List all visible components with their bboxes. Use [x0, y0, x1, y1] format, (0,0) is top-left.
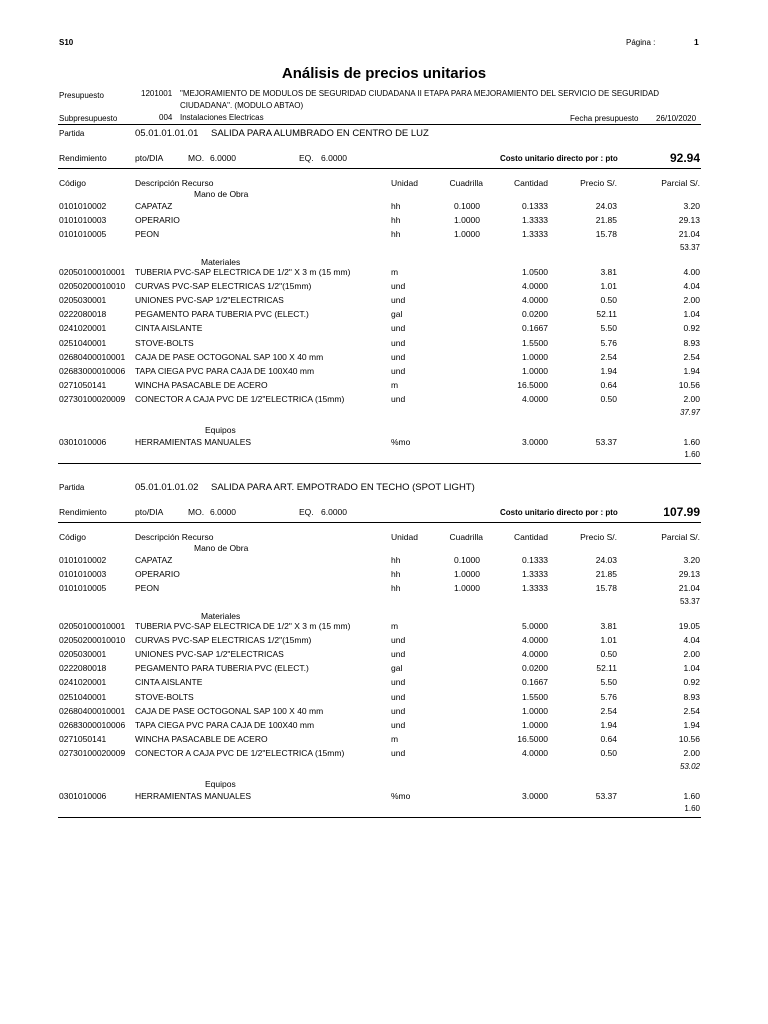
rendimiento-unit: pto/DIA — [135, 153, 164, 163]
material-row-code: 02680400010001 — [59, 351, 126, 362]
material-row-precio: 1.94 — [600, 366, 617, 376]
rendimiento-label: Rendimiento — [59, 153, 107, 163]
labor-row-unit: hh — [391, 215, 401, 226]
material-row-code: 0205030001 — [59, 649, 107, 659]
material-row-desc: WINCHA PASACABLE DE ACERO — [135, 380, 268, 391]
labor-row-code: 0101010003 — [59, 215, 107, 226]
material-row-code: 0205030001 — [59, 295, 107, 305]
material-row-code: 0222080018 — [59, 309, 107, 320]
material-row-parcial: 19.05 — [678, 620, 700, 631]
material-row-unit: und — [391, 691, 406, 702]
material-row-cantidad: 1.0500 — [522, 266, 548, 277]
material-row-precio: 5.76 — [600, 337, 617, 348]
material-row-cantidad: 16.5000 — [517, 734, 548, 745]
mo-value: 6.0000 — [210, 507, 236, 517]
material-row-code: 0241020001 — [59, 677, 107, 688]
material-row-code: 0251040001 — [59, 337, 107, 348]
material-row-desc: CURVAS PVC-SAP ELECTRICAS 1/2"(15mm) — [135, 634, 312, 645]
material-row-cantidad: 1.0000 — [522, 705, 548, 716]
material-row-precio: 52.11 — [596, 663, 617, 674]
equipment-row-precio: 53.37 — [595, 436, 617, 447]
material-row-precio: 5.76 — [600, 691, 617, 702]
material-row-precio: 1.01 — [600, 280, 617, 291]
labor-row-cantidad: 1.3333 — [522, 215, 548, 226]
material-row-parcial: 0.92 — [683, 323, 700, 334]
material-row-precio: 52.11 — [596, 309, 617, 320]
group-mano-de-obra: Mano de Obra — [194, 543, 249, 553]
partida-code: 05.01.01.01.02 — [135, 482, 199, 493]
labor-row-precio: 24.03 — [595, 201, 617, 211]
material-row-cantidad: 4.0000 — [522, 748, 548, 759]
labor-row-desc: CAPATAZ — [135, 555, 173, 565]
group-equipos: Equipos — [205, 778, 236, 789]
material-row-parcial: 1.04 — [683, 309, 700, 320]
material-row-cantidad: 0.0200 — [522, 309, 548, 320]
material-row-code: 02050200010010 — [59, 634, 126, 645]
material-row-parcial: 10.56 — [678, 734, 700, 745]
col-parcial: Parcial S/. — [661, 532, 700, 542]
material-row-cantidad: 4.0000 — [522, 634, 548, 645]
labor-row-parcial: 3.20 — [683, 555, 700, 565]
material-row-precio: 3.81 — [600, 620, 617, 631]
subtotal-equipos: 1.60 — [684, 803, 700, 813]
labor-row-cantidad: 1.3333 — [522, 229, 548, 240]
material-row-precio: 0.64 — [600, 734, 617, 745]
col-cantidad: Cantidad — [513, 532, 548, 542]
col-precio: Precio S/. — [580, 532, 617, 542]
col-descripcion: Descripción Recurso — [135, 178, 214, 188]
mo-label: MO. — [188, 507, 205, 517]
mo-value: 6.0000 — [210, 153, 236, 163]
material-row-precio: 2.54 — [600, 351, 617, 362]
page-label: Página : — [626, 38, 656, 47]
col-unidad: Unidad — [391, 532, 418, 542]
fecha-value: 26/10/2020 — [656, 114, 697, 123]
material-row-parcial: 10.56 — [678, 380, 700, 391]
material-row-desc: CINTA AISLANTE — [135, 677, 203, 688]
labor-row-code: 0101010002 — [59, 555, 107, 565]
material-row-cantidad: 4.0000 — [522, 394, 548, 405]
material-row-cantidad: 1.0000 — [522, 720, 548, 730]
labor-row-unit: hh — [391, 569, 401, 580]
material-row-code: 02683000010006 — [59, 720, 126, 730]
subtotal-materiales: 37.97 — [679, 407, 700, 417]
labor-row-precio: 15.78 — [595, 583, 617, 594]
material-row-precio: 1.94 — [600, 720, 617, 730]
material-row-precio: 1.01 — [600, 634, 617, 645]
equipment-row-cantidad: 3.0000 — [522, 436, 548, 447]
material-row-parcial: 8.93 — [683, 691, 700, 702]
labor-row-cantidad: 1.3333 — [522, 569, 548, 580]
section-end-divider — [58, 817, 701, 818]
material-row-cantidad: 1.0000 — [522, 366, 548, 376]
material-row-parcial: 2.00 — [683, 394, 700, 405]
material-row-parcial: 2.54 — [683, 351, 700, 362]
labor-row-unit: hh — [391, 201, 401, 211]
labor-row-parcial: 3.20 — [683, 201, 700, 211]
page-number: 1 — [694, 37, 699, 47]
material-row-precio: 3.81 — [600, 266, 617, 277]
costo-unitario-label: Costo unitario directo por : pto — [500, 508, 618, 517]
labor-row-desc: PEON — [135, 583, 160, 594]
labor-row-parcial: 21.04 — [678, 229, 700, 240]
material-row-precio: 0.50 — [600, 649, 617, 659]
material-row-cantidad: 0.1667 — [522, 677, 548, 688]
labor-row-parcial: 29.13 — [678, 569, 700, 580]
material-row-cantidad: 0.1667 — [522, 323, 548, 334]
equipment-row-desc: HERRAMIENTAS MANUALES — [135, 790, 252, 801]
material-row-parcial: 4.04 — [683, 634, 700, 645]
group-mano-de-obra: Mano de Obra — [194, 189, 249, 199]
labor-row-cantidad: 1.3333 — [522, 583, 548, 594]
labor-row-cuadrilla: 1.0000 — [454, 583, 480, 594]
material-row-parcial: 2.00 — [683, 295, 700, 305]
section-divider — [58, 168, 701, 169]
material-row-unit: m — [391, 734, 399, 745]
material-row-unit: und — [391, 705, 406, 716]
material-row-precio: 0.50 — [600, 394, 617, 405]
material-row-code: 0222080018 — [59, 663, 107, 674]
material-row-precio: 0.50 — [600, 295, 617, 305]
labor-row-unit: hh — [391, 583, 401, 594]
costo-unitario-label: Costo unitario directo por : pto — [500, 154, 618, 163]
presupuesto-code: 1201001 — [141, 89, 173, 98]
partida-desc: SALIDA PARA ALUMBRADO EN CENTRO DE LUZ — [211, 128, 429, 139]
rendimiento-unit: pto/DIA — [135, 507, 164, 517]
material-row-precio: 2.54 — [600, 705, 617, 716]
material-row-parcial: 2.54 — [683, 705, 700, 716]
labor-row-code: 0101010003 — [59, 569, 107, 580]
subtotal-mano-de-obra: 53.37 — [679, 596, 700, 606]
labor-row-precio: 24.03 — [595, 555, 617, 565]
subtotal-materiales: 53.02 — [679, 761, 700, 771]
labor-row-desc: PEON — [135, 229, 160, 240]
material-row-desc: TUBERIA PVC-SAP ELECTRICA DE 1/2" X 3 m (15 mm) — [135, 620, 351, 631]
material-row-cantidad: 4.0000 — [522, 295, 548, 305]
eq-value: 6.0000 — [321, 507, 347, 517]
partida-label: Partida — [59, 483, 85, 492]
material-row-code: 0251040001 — [59, 691, 107, 702]
material-row-parcial: 1.94 — [683, 366, 700, 376]
equipment-row-parcial: 1.60 — [683, 790, 700, 801]
material-row-unit: gal — [391, 663, 403, 674]
material-row-precio: 5.50 — [600, 323, 617, 334]
partida-code: 05.01.01.01.01 — [135, 128, 199, 139]
material-row-precio: 5.50 — [600, 677, 617, 688]
material-row-precio: 0.50 — [600, 748, 617, 759]
equipment-row-desc: HERRAMIENTAS MANUALES — [135, 436, 252, 447]
col-cuadrilla: Cuadrilla — [449, 532, 483, 542]
material-row-parcial: 2.00 — [683, 649, 700, 659]
header-divider — [58, 124, 701, 125]
report-code: S10 — [59, 38, 74, 47]
material-row-cantidad: 0.0200 — [522, 663, 548, 674]
col-unidad: Unidad — [391, 178, 418, 188]
labor-row-cuadrilla: 1.0000 — [454, 229, 480, 240]
labor-row-cantidad: 0.1333 — [522, 555, 548, 565]
labor-row-cuadrilla: 1.0000 — [454, 569, 480, 580]
labor-row-parcial: 21.04 — [678, 583, 700, 594]
material-row-desc: TAPA CIEGA PVC PARA CAJA DE 100X40 mm — [135, 720, 315, 730]
eq-value: 6.0000 — [321, 153, 347, 163]
labor-row-unit: hh — [391, 229, 401, 240]
labor-row-precio: 21.85 — [595, 569, 617, 580]
labor-row-code: 0101010002 — [59, 201, 107, 211]
material-row-parcial: 4.04 — [683, 280, 700, 291]
labor-row-desc: CAPATAZ — [135, 201, 173, 211]
page-title: Análisis de precios unitarios — [281, 65, 487, 82]
col-precio: Precio S/. — [580, 178, 617, 188]
presupuesto-line-2: CIUDADANA". (MODULO ABTAO) — [180, 101, 304, 110]
material-row-unit: und — [391, 677, 406, 688]
material-row-code: 0271050141 — [59, 380, 107, 391]
material-row-cantidad: 16.5000 — [517, 380, 548, 391]
group-equipos: Equipos — [205, 424, 236, 435]
subtotal-equipos: 1.60 — [684, 449, 700, 459]
presupuesto-line-1: "MEJORAMIENTO DE MODULOS DE SEGURIDAD CIUDADANA II ETAPA PARA MEJORAMIENTO DEL SERVICIO DE SEGURIDAD — [180, 89, 660, 98]
material-row-code: 02050100010001 — [59, 620, 126, 631]
labor-row-cuadrilla: 1.0000 — [454, 215, 480, 226]
material-row-unit: und — [391, 337, 406, 348]
group-materiales: Materiales — [201, 610, 241, 621]
material-row-parcial: 2.00 — [683, 748, 700, 759]
col-parcial: Parcial S/. — [661, 178, 700, 188]
col-codigo: Código — [59, 532, 86, 542]
partida-desc: SALIDA PARA ART. EMPOTRADO EN TECHO (SPOT LIGHT) — [211, 482, 475, 493]
equipment-row-parcial: 1.60 — [683, 436, 700, 447]
material-row-desc: TAPA CIEGA PVC PARA CAJA DE 100X40 mm — [135, 366, 315, 376]
material-row-unit: und — [391, 394, 406, 405]
labor-row-unit: hh — [391, 555, 401, 565]
material-row-desc: CINTA AISLANTE — [135, 323, 203, 334]
material-row-desc: CURVAS PVC-SAP ELECTRICAS 1/2"(15mm) — [135, 280, 312, 291]
material-row-code: 0241020001 — [59, 323, 107, 334]
section-divider — [58, 522, 701, 523]
eq-label: EQ. — [299, 153, 314, 163]
col-cuadrilla: Cuadrilla — [449, 178, 483, 188]
labor-row-parcial: 29.13 — [678, 215, 700, 226]
labor-row-cuadrilla: 0.1000 — [454, 201, 480, 211]
partida-label: Partida — [59, 129, 85, 138]
labor-row-desc: OPERARIO — [135, 569, 180, 580]
subpresupuesto-label: Subpresupuesto — [59, 114, 118, 123]
col-codigo: Código — [59, 178, 86, 188]
equipment-row-unit: %mo — [391, 790, 411, 801]
material-row-parcial: 1.94 — [683, 720, 700, 730]
presupuesto-label: Presupuesto — [59, 91, 104, 100]
equipment-row-code: 0301010006 — [59, 790, 107, 801]
material-row-desc: STOVE-BOLTS — [135, 337, 194, 348]
material-row-unit: und — [391, 295, 406, 305]
material-row-unit: und — [391, 323, 406, 334]
labor-row-desc: OPERARIO — [135, 215, 180, 226]
material-row-unit: und — [391, 634, 406, 645]
material-row-unit: und — [391, 351, 406, 362]
equipment-row-precio: 53.37 — [595, 790, 617, 801]
material-row-cantidad: 1.5500 — [522, 691, 548, 702]
col-descripcion: Descripción Recurso — [135, 532, 214, 542]
material-row-desc: STOVE-BOLTS — [135, 691, 194, 702]
material-row-desc: CAJA DE PASE OCTOGONAL SAP 100 X 40 mm — [135, 705, 324, 716]
labor-row-code: 0101010005 — [59, 583, 107, 594]
subpresupuesto-code: 004 — [159, 113, 173, 122]
material-row-desc: CAJA DE PASE OCTOGONAL SAP 100 X 40 mm — [135, 351, 324, 362]
material-row-unit: gal — [391, 309, 403, 320]
material-row-unit: m — [391, 380, 399, 391]
rendimiento-label: Rendimiento — [59, 507, 107, 517]
material-row-code: 02730100020009 — [59, 394, 126, 405]
equipment-row-cantidad: 3.0000 — [522, 790, 548, 801]
material-row-unit: und — [391, 720, 406, 730]
material-row-code: 02680400010001 — [59, 705, 126, 716]
labor-row-cuadrilla: 0.1000 — [454, 555, 480, 565]
material-row-unit: m — [391, 266, 399, 277]
group-materiales: Materiales — [201, 256, 241, 267]
mo-label: MO. — [188, 153, 205, 163]
material-row-cantidad: 4.0000 — [522, 280, 548, 291]
material-row-cantidad: 4.0000 — [522, 649, 548, 659]
material-row-desc: PEGAMENTO PARA TUBERIA PVC (ELECT.) — [135, 663, 309, 674]
material-row-cantidad: 5.0000 — [522, 620, 548, 631]
material-row-desc: WINCHA PASACABLE DE ACERO — [135, 734, 268, 745]
material-row-unit: und — [391, 366, 406, 376]
material-row-parcial: 4.00 — [683, 266, 700, 277]
col-cantidad: Cantidad — [513, 178, 548, 188]
material-row-desc: CONECTOR A CAJA PVC DE 1/2"ELECTRICA (15mm) — [135, 394, 345, 405]
labor-row-cantidad: 0.1333 — [522, 201, 548, 211]
equipment-row-code: 0301010006 — [59, 436, 107, 447]
section-end-divider — [58, 463, 701, 464]
material-row-cantidad: 1.5500 — [522, 337, 548, 348]
labor-row-precio: 15.78 — [595, 229, 617, 240]
material-row-unit: und — [391, 280, 406, 291]
material-row-cantidad: 1.0000 — [522, 351, 548, 362]
material-row-unit: und — [391, 649, 406, 659]
material-row-unit: und — [391, 748, 406, 759]
subpresupuesto-name: Instalaciones Electricas — [180, 113, 264, 122]
costo-unitario-total: 92.94 — [669, 151, 700, 165]
material-row-code: 0271050141 — [59, 734, 107, 745]
material-row-desc: CONECTOR A CAJA PVC DE 1/2"ELECTRICA (15mm) — [135, 748, 345, 759]
material-row-parcial: 0.92 — [683, 677, 700, 688]
material-row-desc: UNIONES PVC-SAP 1/2"ELECTRICAS — [135, 295, 284, 305]
material-row-code: 02050200010010 — [59, 280, 126, 291]
costo-unitario-total: 107.99 — [663, 505, 700, 519]
eq-label: EQ. — [299, 507, 314, 517]
material-row-code: 02050100010001 — [59, 266, 126, 277]
fecha-label: Fecha presupuesto — [570, 114, 639, 123]
material-row-code: 02683000010006 — [59, 366, 126, 376]
material-row-parcial: 8.93 — [683, 337, 700, 348]
material-row-precio: 0.64 — [600, 380, 617, 391]
material-row-unit: m — [391, 620, 399, 631]
material-row-desc: TUBERIA PVC-SAP ELECTRICA DE 1/2" X 3 m (15 mm) — [135, 266, 351, 277]
material-row-desc: PEGAMENTO PARA TUBERIA PVC (ELECT.) — [135, 309, 309, 320]
material-row-desc: UNIONES PVC-SAP 1/2"ELECTRICAS — [135, 649, 284, 659]
material-row-code: 02730100020009 — [59, 748, 126, 759]
labor-row-code: 0101010005 — [59, 229, 107, 240]
material-row-parcial: 1.04 — [683, 663, 700, 674]
subtotal-mano-de-obra: 53.37 — [679, 242, 700, 252]
equipment-row-unit: %mo — [391, 436, 411, 447]
labor-row-precio: 21.85 — [595, 215, 617, 226]
